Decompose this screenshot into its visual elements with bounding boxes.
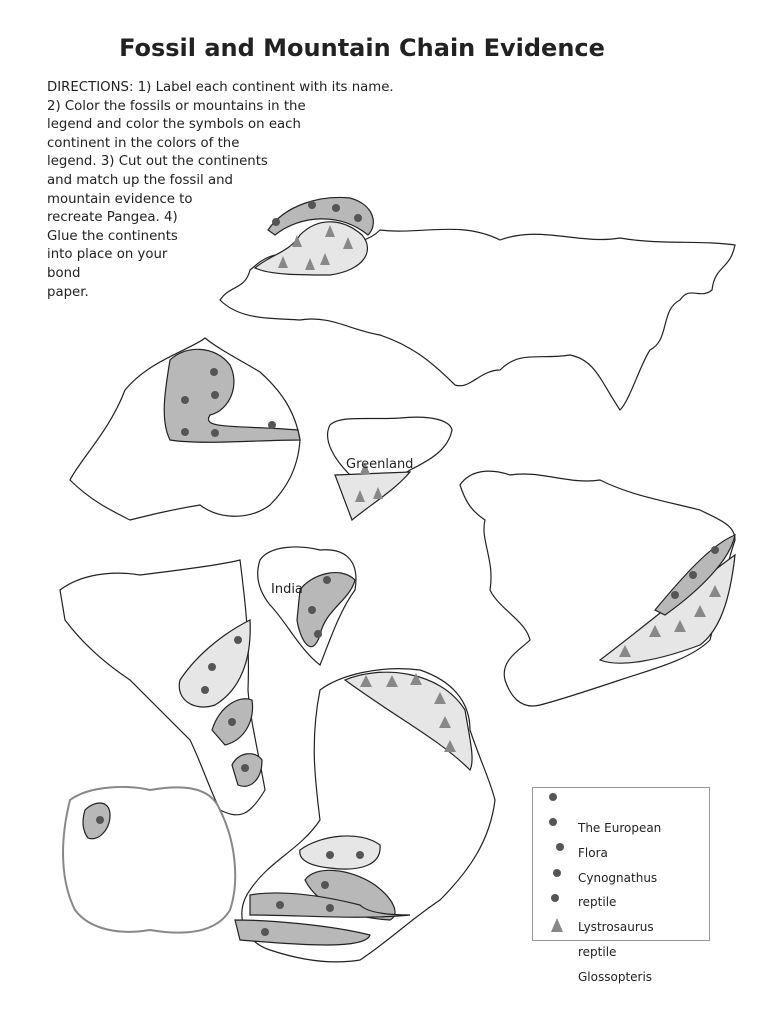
directions-line: paper. — [47, 284, 89, 300]
mountain-band — [335, 472, 410, 520]
legend-line: Cynognathus — [578, 870, 658, 885]
directions-line: continent in the colors of the — [47, 135, 240, 151]
directions-line: bond — [47, 265, 81, 281]
legend-line: Flora — [578, 845, 608, 860]
fossil-band — [235, 920, 370, 945]
label-greenland: Greenland — [346, 457, 414, 472]
directions-line: into place on your — [47, 247, 168, 263]
legend-line: Lystrosaurus — [578, 920, 654, 935]
legend — [578, 816, 661, 990]
directions-line: mountain evidence to — [47, 191, 193, 207]
legend-line: The European — [578, 821, 662, 835]
legend-line: Glossopteris — [578, 969, 653, 984]
legend-line: reptile — [578, 944, 617, 959]
directions-line: legend and color the symbols on each — [47, 117, 301, 133]
directions-line: Glue the continents — [47, 228, 178, 244]
directions-line: 2) Color the fossils or mountains in the — [47, 98, 306, 114]
fossil-band — [300, 836, 380, 869]
page-title: Fossil and Mountain Chain Evidence — [119, 34, 605, 62]
directions-line: recreate Pangea. 4) — [47, 210, 178, 226]
legend-line: reptile — [578, 895, 617, 910]
directions-line: legend. 3) Cut out the continents — [47, 154, 268, 170]
fossil-band — [179, 620, 250, 707]
directions-line: and match up the fossil and — [47, 172, 233, 188]
directions-line: DIRECTIONS: 1) Label each continent with its name. — [47, 80, 394, 95]
label-india: India — [271, 582, 303, 597]
